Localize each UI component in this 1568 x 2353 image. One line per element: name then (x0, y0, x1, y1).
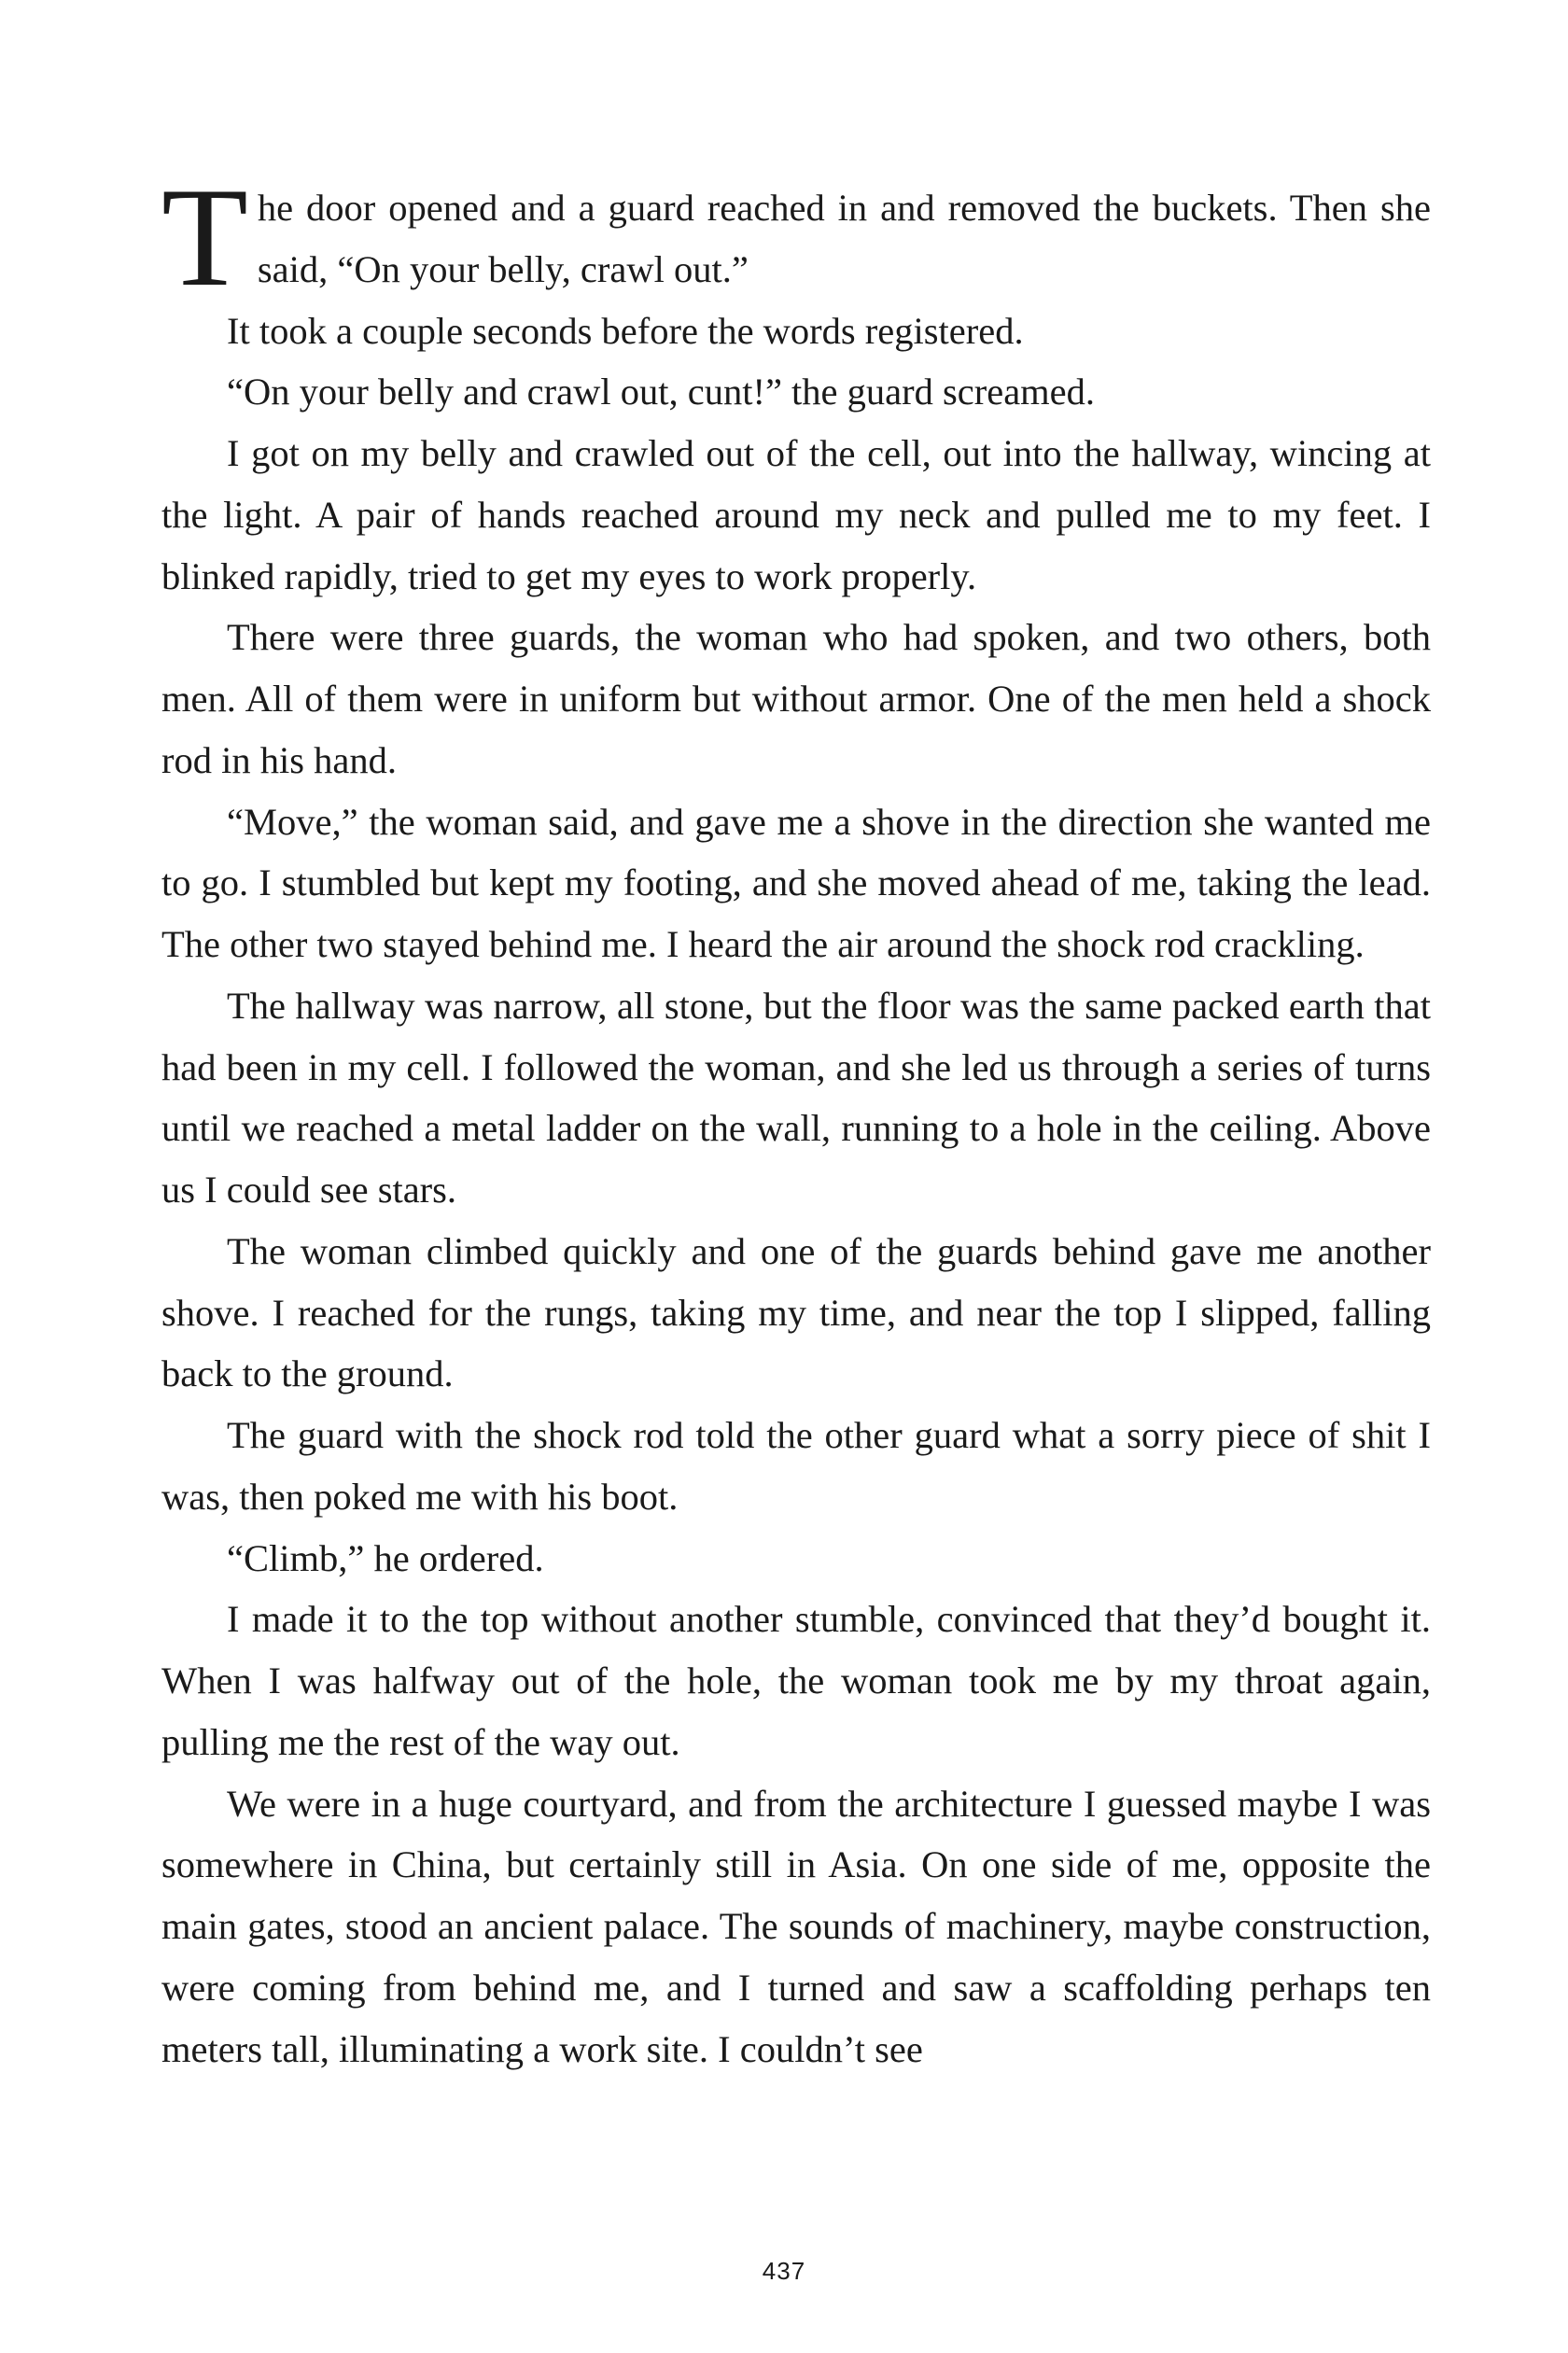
drop-cap: T (161, 159, 248, 315)
paragraph-11: I made it to the top without another stumble, convinced that they’d bought it. When I was halfway out of the hole, the woman took me by my throat again, pulling me the rest of the way out. (161, 1598, 1431, 1763)
paragraph-10: “Climb,” he ordered. (227, 1536, 544, 1579)
body-text (161, 159, 1431, 2080)
paragraph-4: I got on my belly and crawled out of the cell, out into the hallway, wincing at the light. A pair of hands reached around my neck and pulled me to my feet. I blinked rapidly, tried to get my eyes to work properly. (161, 432, 1431, 597)
paragraph-2: It took a couple seconds before the words registered. (227, 309, 1024, 352)
paragraph-12: We were in a huge courtyard, and from the architecture I guessed maybe I was somewhere in China, but certainly still in Asia. On one side of me, opposite the main gates, stood an ancient palace. The sounds of machinery, maybe construction, were coming from behind me, and I turned and saw a scaffolding perhaps ten meters tall, illuminating a work site. I couldn’t see (161, 1782, 1431, 2070)
paragraph-8: The woman climbed quickly and one of the guards behind gave me another shove. I reached for the rungs, taking my time, and near the top I slipped, falling back to the ground. (161, 1229, 1431, 1395)
paragraph-3: “On your belly and crawl out, cunt!” the guard screamed. (227, 371, 1096, 413)
paragraph-6: “Move,” the woman said, and gave me a shove in the direction she wanted me to go. I stumbled but kept my footing, and she moved ahead of me, taking the lead. The other two stayed behind me. I heard the air around the shock rod crackling. (161, 800, 1431, 965)
paragraph-9: The guard with the shock rod told the other guard what a sorry piece of shit I was, then poked me with his boot. (161, 1414, 1431, 1518)
paragraph-7: The hallway was narrow, all stone, but the floor was the same packed earth that had been in my cell. I followed the woman, and she led us through a series of turns until we reached a metal ladder on the wall, running to a hole in the ceiling. Above us I could see stars. (161, 984, 1431, 1211)
paragraph-1-text: he door opened and a guard reached in and removed the buckets. Then she said, “On your belly, crawl out.” (257, 187, 1431, 290)
page-number: 437 (762, 2257, 806, 2285)
paragraph-1 (161, 159, 1431, 315)
paragraph-5: There were three guards, the woman who had spoken, and two others, both men. All of them were in uniform but without armor. One of the men held a shock rod in his hand. (161, 616, 1431, 781)
